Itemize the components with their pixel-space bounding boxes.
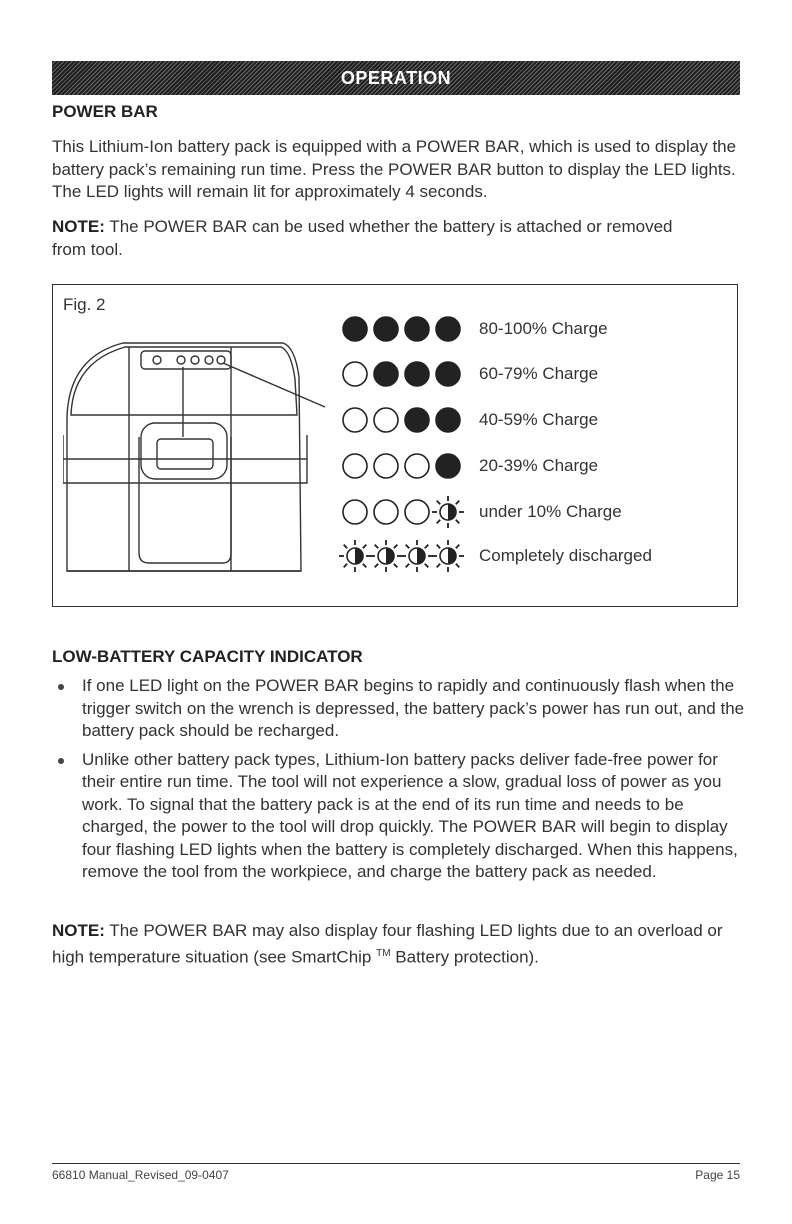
- led-indicator-row: [337, 402, 477, 438]
- led-off: [374, 454, 398, 478]
- led-flash: [370, 540, 402, 572]
- charge-level-label: under 10% Charge: [479, 502, 622, 521]
- footer-doc-id: 66810 Manual_Revised_09-0407: [52, 1168, 229, 1182]
- note-text-before: The POWER BAR may also display four flashing LED lights due to an overload or high temperature situation (see SmartChip: [52, 921, 723, 967]
- led-on: [436, 317, 460, 341]
- section-banner: [52, 61, 740, 95]
- charge-level-label: 60-79% Charge: [479, 364, 599, 383]
- led-on: [374, 317, 398, 341]
- bullet-dot: [58, 758, 64, 764]
- power-bar-heading: POWER BAR: [52, 102, 158, 121]
- led-off: [343, 408, 367, 432]
- trademark-sup: TM: [376, 947, 391, 959]
- bullet-text: Unlike other battery pack types, Lithium-Ion battery packs deliver fade-free power for their entire run time. The tool will not experience a slow, gradual loss of power as you work. To signal that the battery pack is at the end of its run time and needs to be charged, the power to the tool will drop quickly. The POWER BAR will begin to display four flashing LED lights when the battery is completely discharged. When this happens, remove the tool from the workpiece, and charge the battery pack as needed.: [82, 749, 738, 881]
- led-indicator-row: [337, 494, 477, 530]
- bullet-item: [52, 675, 752, 743]
- led-off: [405, 454, 429, 478]
- section-title: OPERATION: [340, 67, 452, 88]
- figure-label: Fig. 2: [63, 295, 106, 314]
- led-on: [436, 362, 460, 386]
- led-on: [405, 362, 429, 386]
- footer-rule: [52, 1163, 740, 1164]
- led-indicator-row: [337, 311, 477, 347]
- power-bar-paragraph: This Lithium-Ion battery pack is equipped with a POWER BAR, which is used to display the battery pack’s remaining run time. Press the POWER BAR button to display the LED lights. The LED lights will remain lit for approximately 4 seconds.: [52, 137, 737, 201]
- led-on: [405, 317, 429, 341]
- led-off: [405, 500, 429, 524]
- low-battery-bullets: [52, 675, 752, 890]
- bullet-item: [52, 749, 752, 884]
- led-off: [374, 408, 398, 432]
- led-off: [343, 362, 367, 386]
- led-indicator-row: [337, 356, 477, 392]
- note-text-after: Battery protection).: [390, 947, 539, 967]
- charge-level-label: 20-39% Charge: [479, 456, 599, 475]
- battery-pack-illustration: [63, 337, 353, 577]
- note-label: NOTE:: [52, 921, 105, 940]
- led-on: [405, 408, 429, 432]
- led-indicator-row: [337, 448, 477, 484]
- figure-2: [52, 284, 738, 607]
- led-off: [374, 500, 398, 524]
- footer-page-number: Page 15: [695, 1168, 740, 1182]
- led-flash: [401, 540, 433, 572]
- low-battery-heading: LOW-BATTERY CAPACITY INDICATOR: [52, 647, 363, 666]
- led-on: [436, 454, 460, 478]
- led-on: [436, 408, 460, 432]
- led-on: [374, 362, 398, 386]
- charge-level-label: Completely discharged: [479, 546, 652, 565]
- charge-level-label: 80-100% Charge: [479, 319, 608, 338]
- led-on: [343, 317, 367, 341]
- bullet-dot: [58, 684, 64, 690]
- led-off: [343, 500, 367, 524]
- power-bar-note: [52, 216, 692, 261]
- charge-level-label: 40-59% Charge: [479, 410, 599, 429]
- led-indicator-row: [337, 538, 477, 574]
- bullet-text: If one LED light on the POWER BAR begins to rapidly and continuously flash when the trigger switch on the wrench is depressed, the battery pack’s power has run out, and the battery pack should be recharged.: [82, 676, 745, 740]
- led-flash: [432, 540, 464, 572]
- led-flash: [432, 496, 464, 528]
- led-flash: [339, 540, 371, 572]
- note-text: The POWER BAR can be used whether the battery is attached or removed from tool.: [52, 217, 673, 259]
- note-label: NOTE:: [52, 217, 105, 236]
- led-off: [343, 454, 367, 478]
- low-battery-note: [52, 920, 742, 969]
